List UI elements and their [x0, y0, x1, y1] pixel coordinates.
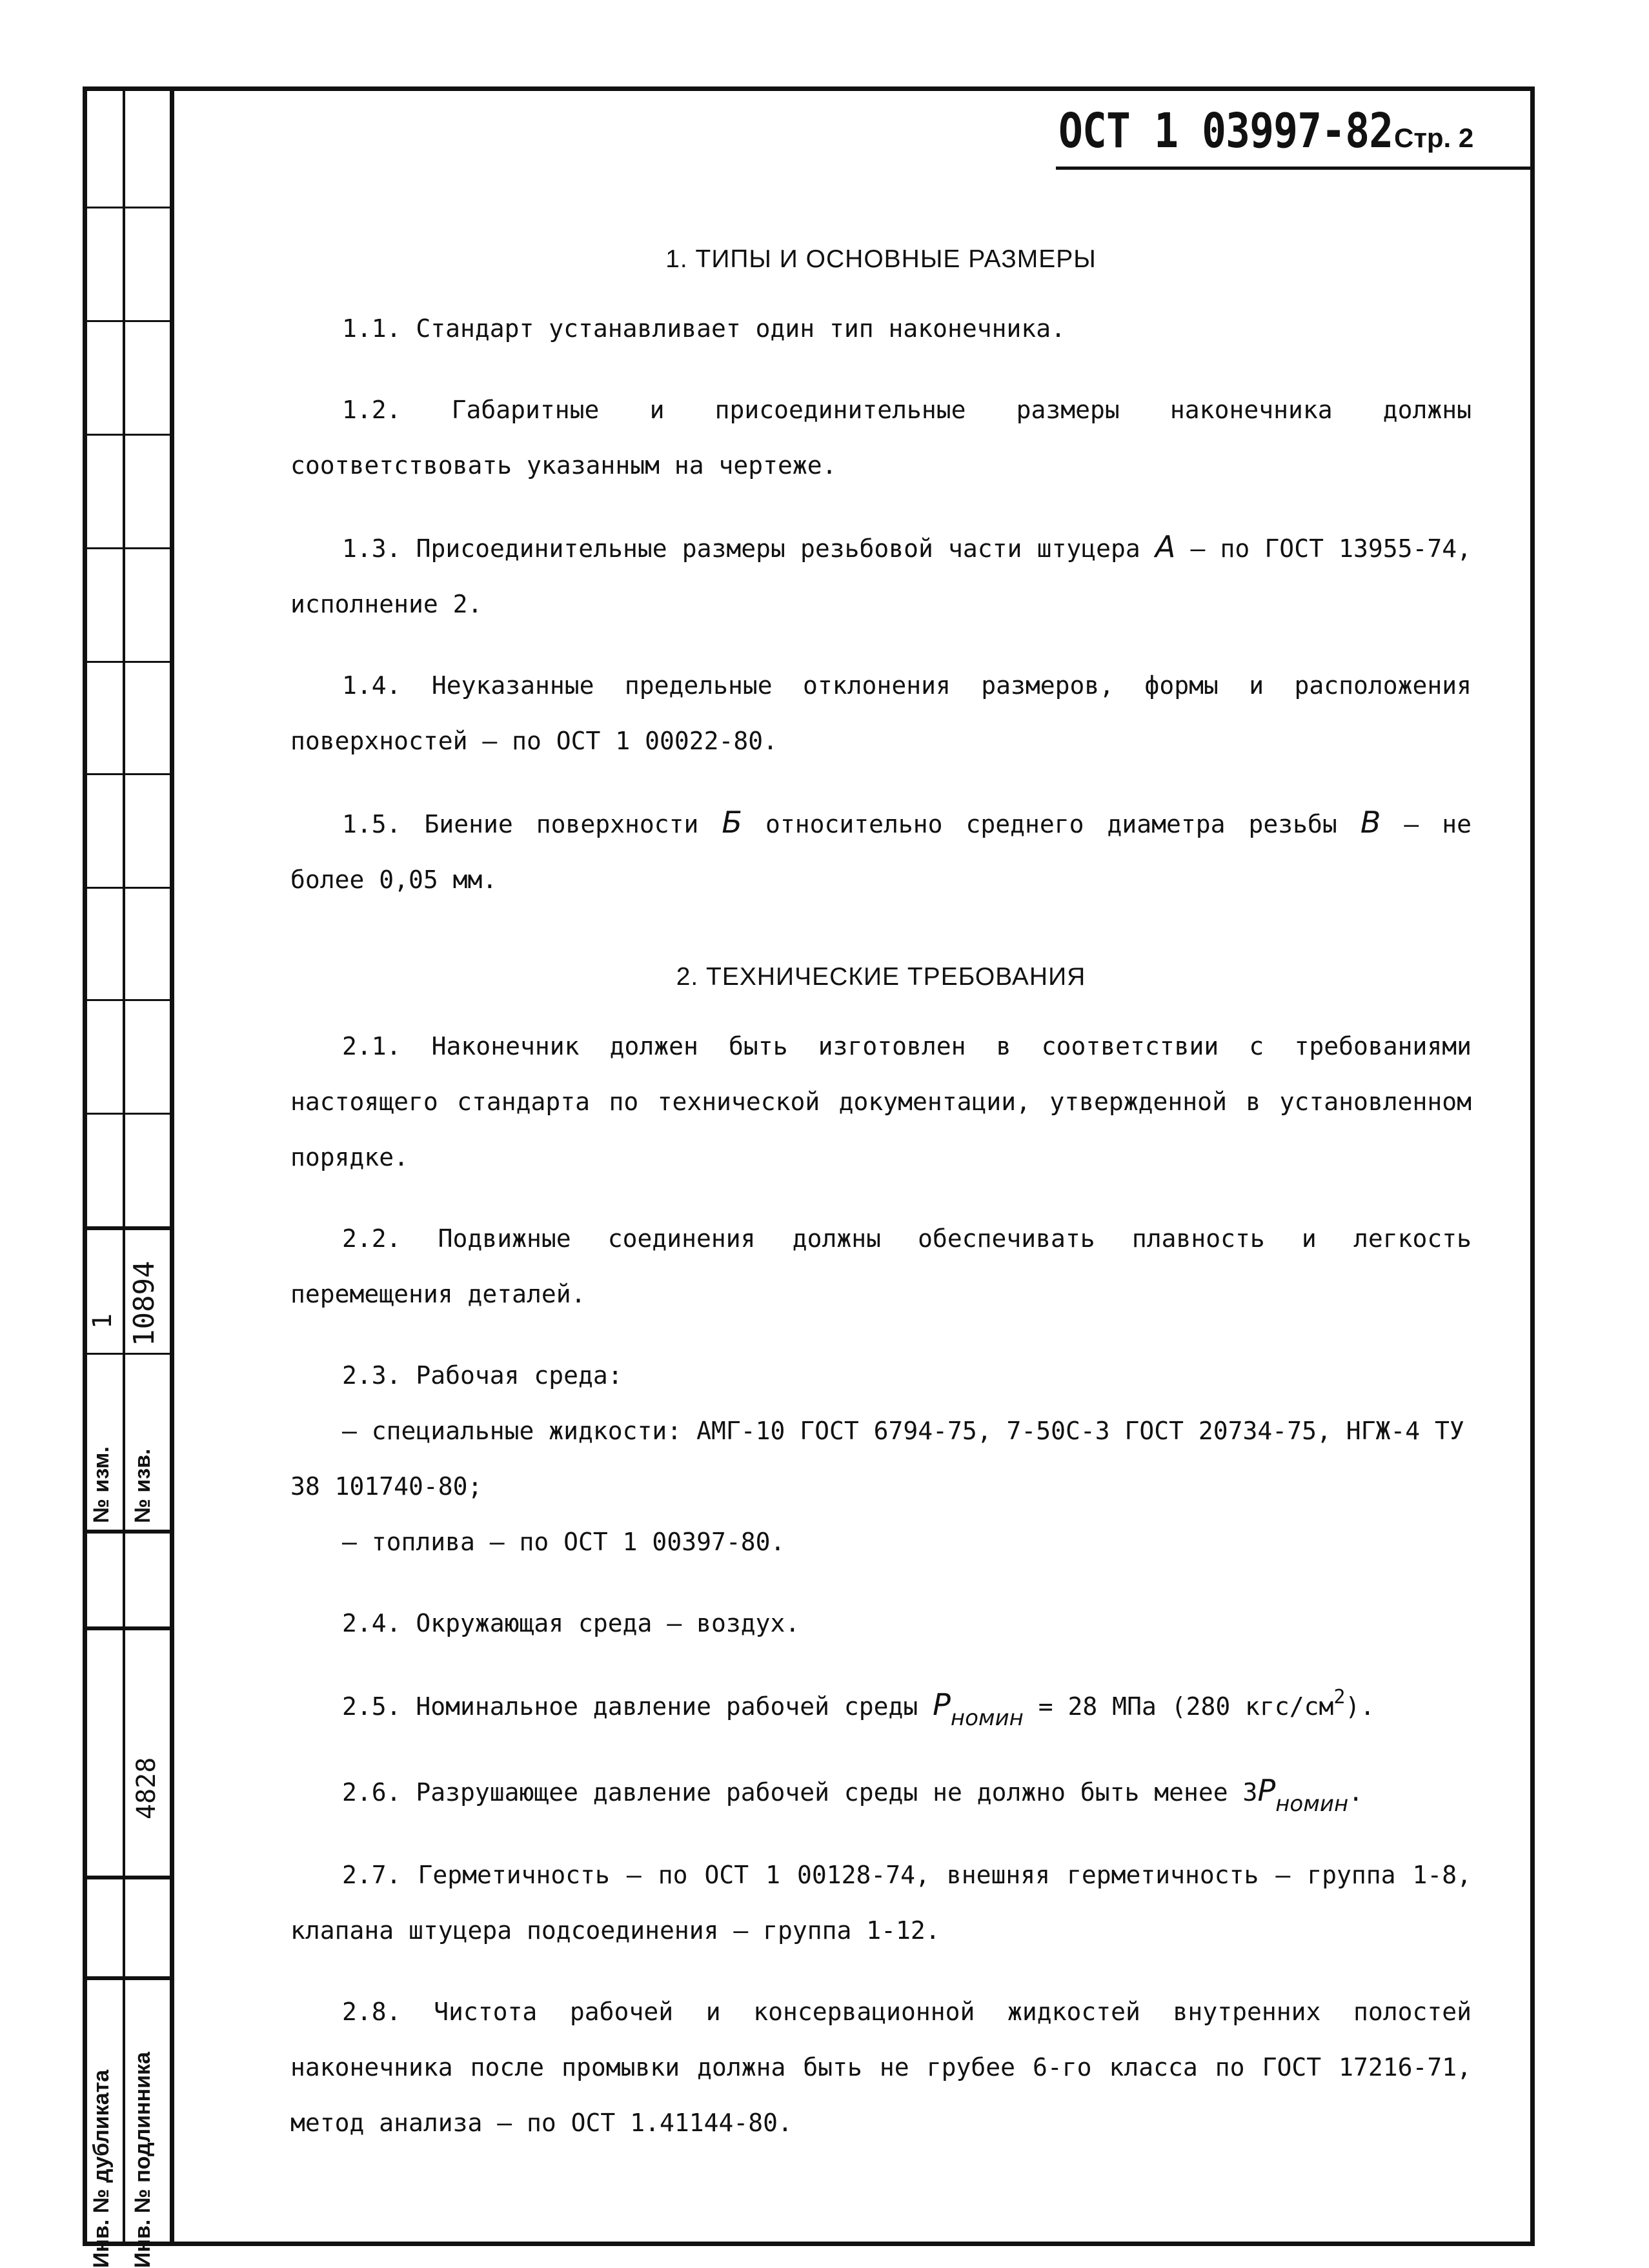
izv-value: 10894: [128, 1261, 161, 1346]
paragraph-2-3-item-2: – топлива – по ОСТ 1 00397-80.: [342, 1528, 785, 1556]
paragraph-2-3-item-1: – специальные жидкости: АМГ-10 ГОСТ 6794-75, 7-50С-3 ГОСТ 20734-75, НГЖ-4 ТУ 38 101740-80;: [290, 1417, 1464, 1501]
strip-rule: [83, 1226, 170, 1230]
pressure-subscript: номин: [1275, 1791, 1349, 1817]
strip-rule: [83, 434, 170, 436]
paragraph-2-4: 2.4. Окружающая среда – воздух.: [342, 1609, 800, 1637]
binding-strip: [83, 86, 174, 2268]
paragraph-1-4: 1.4. Неуказанные предельные отклонения размеров, формы и расположения поверхностей – по ОСТ 1 00022-80.: [290, 671, 1472, 755]
strip-rule: [83, 887, 170, 889]
paragraph-2-6-tail: .: [1348, 1778, 1364, 1807]
strip-rule: [83, 1113, 170, 1115]
izm-label: № изм.: [89, 1446, 114, 1523]
strip-rule: [83, 1876, 170, 1879]
paragraph-2-8: 2.8. Чистота рабочей и консервационной жидкостей внутренних полостей наконечника после промывки должна быть не грубее 6-го класса по ГОСТ 17216-71, метод анализа – по ОСТ 1.41144-80.: [290, 1998, 1472, 2137]
strip-rule: [83, 320, 170, 322]
strip-rule: [83, 207, 170, 208]
paragraph-2-7: 2.7. Герметичность – по ОСТ 1 00128-74, внешняя герметичность – группа 1-8, клапана штуцера подсоединения – группа 1-12.: [290, 1861, 1472, 1945]
symbol-a: А: [1155, 529, 1176, 564]
paragraph-2-2: 2.2. Подвижные соединения должны обеспечивать плавность и легкость перемещения деталей.: [290, 1224, 1472, 1308]
podl-label: Инв. № подлинника: [130, 2052, 155, 2268]
section-1-title: 1. ТИПЫ И ОСНОВНЫЕ РАЗМЕРЫ: [665, 245, 1097, 273]
paragraph-2-5-tail: ).: [1345, 1692, 1375, 1721]
paragraph-2-6-text: 2.6. Разрушающее давление рабочей среды не должно быть менее 3: [342, 1778, 1258, 1807]
izm-value: 1: [88, 1313, 117, 1329]
paragraph-1-5: [290, 795, 1472, 907]
paragraph-2-6: [290, 1763, 1472, 1821]
pressure-symbol: Р: [933, 1687, 951, 1722]
paragraph-1-2: 1.2. Габаритные и присоединительные размеры наконечника должны соответствовать указанным на чертеже.: [290, 396, 1472, 480]
unit-superscript: 2: [1333, 1686, 1346, 1708]
pressure-symbol: Р: [1257, 1773, 1276, 1808]
paragraph-2-5-text: 2.5. Номинальное давление рабочей среды: [342, 1692, 918, 1721]
strip-divider: [123, 86, 125, 2246]
page-number: Стр. 2: [1394, 123, 1474, 153]
document-body: [290, 245, 1472, 2176]
paragraph-2-5-value: = 28 МПа (280 кгс/см: [1038, 1692, 1334, 1721]
section-2-title: 2. ТЕХНИЧЕСКИЕ ТРЕБОВАНИЯ: [676, 963, 1086, 991]
paragraph-1-1: 1.1. Стандарт устанавливает один тип наконечника.: [342, 314, 1066, 343]
podl-value: 4828: [132, 1757, 161, 1819]
symbol-b: Б: [722, 805, 742, 840]
standard-code: ОСТ 1 03997-82: [1058, 103, 1393, 159]
paragraph-1-5-mid: относительно среднего диаметра резьбы: [765, 810, 1337, 838]
paragraph-1-3-tail: – по ГОСТ 13955-74, исполнение 2.: [290, 534, 1472, 618]
paragraph-2-5: [290, 1677, 1472, 1737]
paragraph-2-1: 2.1. Наконечник должен быть изготовлен в соответствии с требованиями настоящего стандарта по технической документации, утвержденной в установленном порядке.: [290, 1032, 1472, 1171]
strip-rule: [83, 1530, 170, 1534]
strip-rule: [83, 547, 170, 549]
dubl-label: Инв. № дубликата: [89, 2069, 114, 2268]
strip-rule: [83, 661, 170, 663]
header-underline: [1056, 167, 1530, 170]
strip-rule: [83, 1976, 170, 1980]
strip-rule: [83, 1353, 170, 1355]
spacer: [290, 933, 1472, 963]
paragraph-1-5-tail: – не более 0,05 мм.: [290, 810, 1472, 894]
strip-rule: [83, 773, 170, 775]
paragraph-1-3-text: 1.3. Присоединительные размеры резьбовой части штуцера: [342, 534, 1140, 563]
symbol-v: В: [1360, 805, 1381, 840]
strip-rule: [83, 999, 170, 1001]
strip-rule: [83, 1626, 170, 1630]
izv-label: № изв.: [130, 1448, 155, 1523]
document-header: [1058, 103, 1533, 168]
pressure-subscript: номин: [950, 1705, 1024, 1731]
paragraph-2-3: 2.3. Рабочая среда:: [342, 1361, 623, 1390]
paragraph-1-3: [290, 519, 1472, 632]
paragraph-1-5-text: 1.5. Биение поверхности: [342, 810, 699, 838]
